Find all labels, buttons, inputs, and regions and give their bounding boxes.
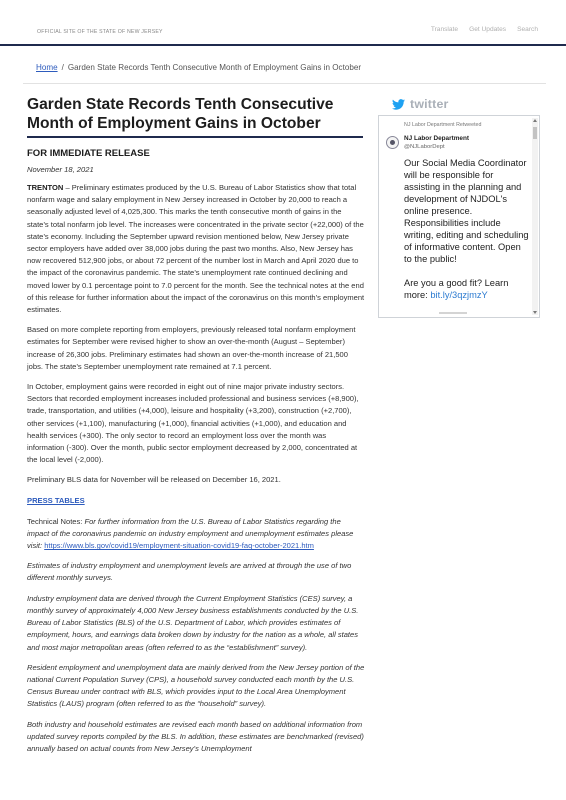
title-divider: [27, 136, 363, 138]
get-updates-link[interactable]: Get Updates: [469, 26, 507, 33]
search-link[interactable]: Search: [517, 26, 538, 33]
top-bar: [0, 0, 566, 46]
translate-link[interactable]: Translate: [430, 26, 459, 33]
lead-text: – Preliminary estimates produced by the U.S. Bureau of Labor Statistics show that total nonfarm wage and salary employment in New Jersey increased in October by 20,000 to reach a seasonally adjusted level of 4,025,300. This marks the tenth consecutive month of gains in the state’s total nonfarm job level. The increases were concentrated in the private sector (+22,000) of the state’s economy. Including the September upward revision mentioned below, New Jersey private sector employers have added over 38,000 jobs during the past two months. Also, New Jersey has now recovered 512,900 jobs, or about 72 percent of the number lost in March and April 2020 due to the impact of the coronavirus pandemic. The state’s unemployment rate continued declining and moved lower by 0.1 percentage point to 7.0 percent for the month. See the technical notes at the end of this release for further information about the impact of the coronavirus on this month’s employment estimates.: [27, 183, 365, 315]
account-handle[interactable]: @NJLaborDept: [404, 144, 445, 150]
top-links: [431, 26, 538, 33]
technical-notes-paragraph: [27, 516, 365, 553]
release-label: FOR IMMEDIATE RELEASE: [27, 148, 150, 159]
breadcrumb-separator: /: [61, 63, 64, 72]
sectors-paragraph: In October, employment gains were recorded in eight out of nine major private industry sectors. Sectors that recorded employment increases included professional and business services (+8,900), trade, transportation, and utilities (+4,000), leisure and hospitality (+3,200), construction (+2,700), other services (+1,100), manufacturing (+1,000), financial activities (+1,000), and education and health services (+300). The only sector to record an employment loss over the month was information (-300). Over the month, public sector employment decreased by 2,000, concentrated at the local level (-2,000).: [27, 382, 359, 465]
dateline: TRENTON: [27, 183, 64, 192]
tweet-text: Our Social Media Coordinator will be responsible for assisting in the planning and development of NJDOL's online presence. Responsibilities include writing, editing and scheduling of informative content. Open to the public!: [404, 158, 529, 264]
lead-paragraph: [27, 182, 365, 316]
timeline-scrollbar[interactable]: [532, 118, 538, 315]
tweet-body: [404, 157, 531, 301]
technical-notes-text: For further information from the U.S. Bureau of Labor Statistics regarding the impact of the coronavirus pandemic on industry employment and unemployment estimates please visit:: [27, 516, 354, 551]
twitter-widget: [378, 96, 540, 318]
revision-paragraph: Based on more complete reporting from employers, previously released total nonfarm employment estimates for September were revised higher to show an over-the-month (August – September) increase of 26,300 jobs. Preliminary estimates had shown an over-the-month increase of 21,500 jobs. The state’s September unemployment rate remained at 7.1 percent.: [27, 325, 356, 371]
bls-faq-link[interactable]: https://www.bls.gov/covid19/employment-situation-covid19-faq-october-2021.htm: [44, 541, 314, 551]
twitter-bird-icon: [392, 99, 405, 110]
retweeted-label: NJ Labor Department Retweeted: [404, 122, 482, 128]
scroll-up-icon[interactable]: [533, 119, 537, 122]
twitter-label[interactable]: twitter: [410, 97, 449, 111]
release-date: November 18, 2021: [27, 165, 94, 174]
breadcrumb-current: Garden State Records Tenth Consecutive Month of Employment Gains in October: [67, 63, 362, 72]
scroll-down-icon[interactable]: [533, 311, 537, 314]
tweet-link[interactable]: bit.ly/3qzjmzY: [430, 290, 488, 300]
tweet-cta: Are you a good fit? Learn more:: [404, 278, 509, 300]
breadcrumb: [36, 63, 361, 72]
account-name[interactable]: NJ Labor Department: [404, 135, 469, 142]
scrollbar-thumb[interactable]: [533, 127, 537, 139]
breadcrumb-divider: [23, 83, 546, 84]
breadcrumb-home-link[interactable]: Home: [36, 63, 58, 72]
page-title: Garden State Records Tenth Consecutive Month of Employment Gains in October: [27, 96, 334, 132]
note-cps: Resident employment and unemployment data are mainly derived from the New Jersey portion of the national Current Population Survey (CPS), a household survey conducted each month by the U.S. Census Bureau under contract with BLS, which provides input to the Local Area Unemployment Statistics (LAUS) program (often referred to as the “household” survey).: [27, 662, 365, 709]
official-site-label: OFFICIAL SITE OF THE STATE OF NEW JERSEY: [37, 29, 163, 35]
note-surveys: Estimates of industry employment and unemployment levels are arrived at through the use of two different monthly surveys.: [27, 561, 352, 583]
technical-notes-label: Technical Notes:: [27, 516, 85, 526]
twitter-header: [392, 96, 540, 112]
article: [27, 95, 365, 755]
tweet-text-2: [404, 277, 531, 301]
horizontal-scrollbar[interactable]: [439, 312, 467, 314]
note-revisions: Both industry and household estimates are revised each month based on additional information from updated survey reports compiled by the BLS. In addition, these estimates are benchmarked (revised) annually based on actual counts from New Jersey’s Unemployment: [27, 719, 364, 753]
account-avatar[interactable]: [386, 136, 399, 149]
twitter-timeline[interactable]: [378, 115, 540, 318]
press-tables-link[interactable]: PRESS TABLES: [27, 495, 85, 505]
next-release-paragraph: Preliminary BLS data for November will be released on December 16, 2021.: [27, 475, 281, 485]
note-ces: Industry employment data are derived through the Current Employment Statistics (CES) survey, a monthly survey of approximately 4,000 New Jersey business establishments conducted by the U.S. Bureau of Labor Statistics (BLS) of the U.S. Department of Labor, which provides estimates of employment, hours, and earnings data broken down by industry for the nation as a whole, all states and most major metropolitan areas (often referred to as the “establishment” survey).: [27, 593, 359, 652]
